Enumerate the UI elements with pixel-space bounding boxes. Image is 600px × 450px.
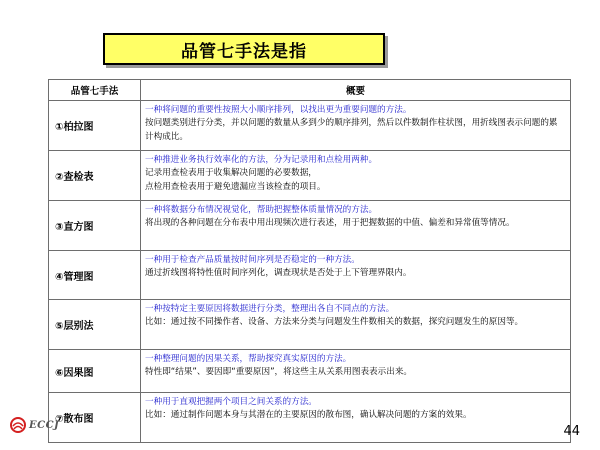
summary-highlight: 一种用于检查产品质量按时间序列是否稳定的一种方法。	[145, 255, 360, 265]
summary-body: 通过折线图将特性值时间序列化，调查现状是否处于上下管理界限内。	[145, 268, 412, 279]
summary-body: 比如：通过制作问题本身与其潜在的主要原因的散布图，确认解决问题的方案的效果。	[145, 410, 472, 421]
table-row	[49, 201, 571, 251]
tool-name: ①柏拉图	[49, 101, 141, 151]
slide-title: 品管七手法是指	[103, 33, 385, 65]
tool-summary	[141, 251, 571, 300]
eccj-logo-icon	[10, 417, 26, 433]
seven-qc-tools-table	[48, 79, 571, 443]
summary-body: 比如：通过按不同操作者、设备、方法来分类与问题发生件数相关的数据，探究问题发生的原因等。	[145, 317, 524, 328]
summary-body: 记录用查检表用于收集解决问题的必要数据， 点检用查检表用于避免遗漏应当该检查的项目。	[145, 168, 326, 192]
tool-name: ⑥因果图	[49, 350, 141, 393]
summary-body: 按问题类别进行分类，并以问题的数量从多到少的顺序排列，然后以件数制作柱状图，用折线图表示问题的累计构成比。	[145, 118, 558, 142]
summary-highlight: 一种将数据分布情况视觉化，帮助把握整体质量情况的方法。	[145, 205, 378, 215]
summary-highlight: 一种推进业务执行效率化的方法，分为记录用和点检用两种。	[145, 155, 378, 165]
page-number: 44	[563, 424, 580, 439]
tool-summary	[141, 300, 571, 350]
table-row	[49, 350, 571, 393]
tool-summary	[141, 101, 571, 151]
tool-summary	[141, 151, 571, 201]
eccj-logo	[10, 417, 59, 433]
summary-body: 特性即“结果”、要因即“重要原因”，将这些主从关系用图表表示出来。	[145, 367, 413, 378]
summary-highlight: 一种用于直观把握两个项目之间关系的方法。	[145, 397, 317, 407]
table-header-row	[49, 80, 571, 101]
table-row	[49, 300, 571, 350]
table-row	[49, 251, 571, 300]
tool-summary	[141, 350, 571, 393]
summary-body: 将出现的各种问题在分布表中用出现频次进行表述，用于把握数据的中值、偏差和异常值等情况。	[145, 218, 515, 229]
tool-name: ②查检表	[49, 151, 141, 201]
tool-summary	[141, 393, 571, 443]
table-row	[49, 393, 571, 443]
table-row	[49, 101, 571, 151]
summary-highlight: 一种按特定主要原因将数据进行分类，整理出各自不同点的方法。	[145, 304, 395, 314]
tool-name: ③直方图	[49, 201, 141, 251]
summary-highlight: 一种整理问题的因果关系，帮助探究真实原因的方法。	[145, 354, 352, 364]
tool-name: ⑤层别法	[49, 300, 141, 350]
tool-summary	[141, 201, 571, 251]
header-tool-name: 品管七手法	[49, 80, 141, 101]
header-summary: 概要	[141, 80, 571, 101]
logo-text: ECCJ	[29, 419, 60, 431]
table-row	[49, 151, 571, 201]
tool-name: ④管理图	[49, 251, 141, 300]
summary-highlight: 一种将问题的重要性按照大小顺序排列，以找出更为重要问题的方法。	[145, 105, 412, 115]
tool-name: ⑦散布图	[49, 393, 141, 443]
